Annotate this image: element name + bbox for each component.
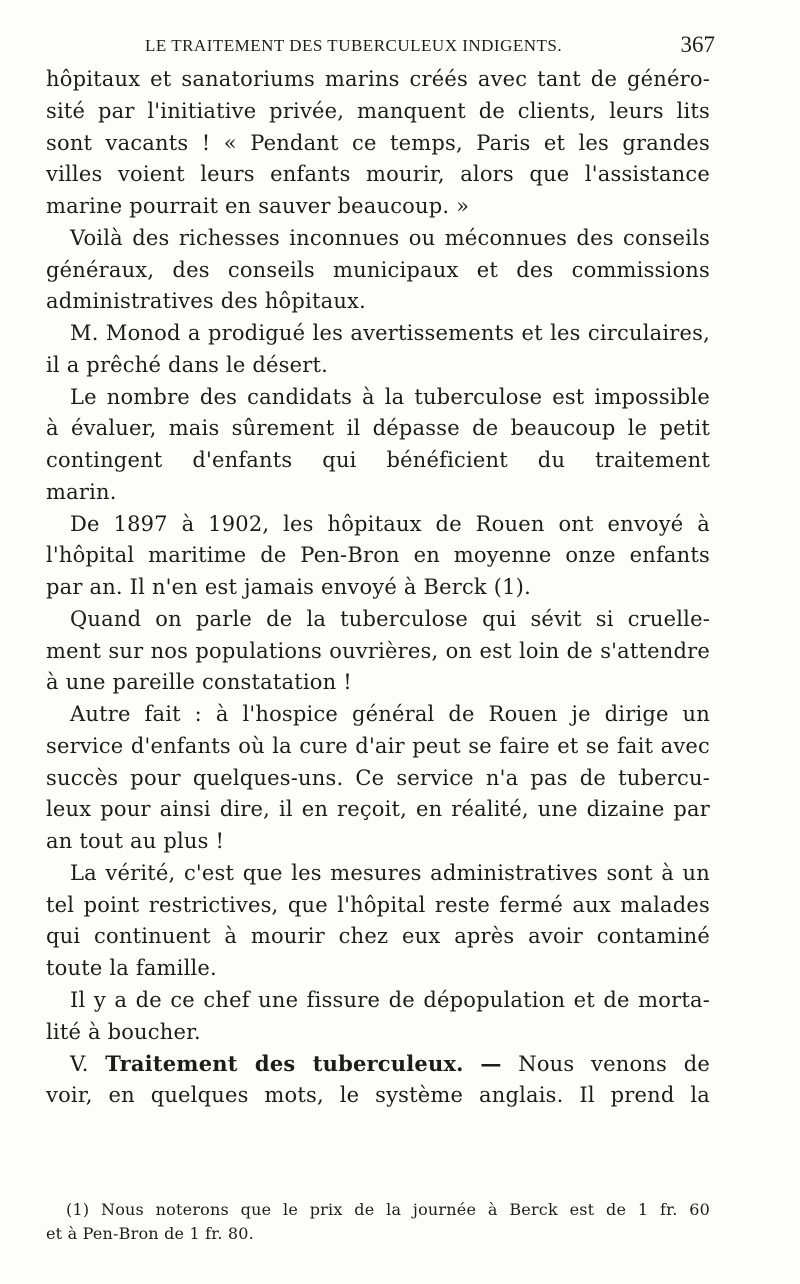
- paragraph-1: [46, 64, 710, 223]
- text-line: leux pour ainsi dire, il en reçoit, en réalité, une dizaine par: [46, 797, 710, 822]
- footnote-line: et à Pen-Bron de 1 fr. 80.: [46, 1224, 254, 1243]
- section-number: V.: [70, 1052, 89, 1077]
- section-v-heading-line: [46, 1048, 710, 1080]
- page-number: 367: [680, 32, 715, 57]
- section-v-text: Nous venons de: [518, 1052, 710, 1077]
- text-line: l'hôpital maritime de Pen-Bron en moyenne onze enfants: [46, 543, 710, 568]
- body-text: [46, 64, 710, 1112]
- text-line: sité par l'initiative privée, manquent de clients, leurs lits: [46, 98, 710, 123]
- running-head: [145, 32, 715, 60]
- text-line: De 1897 à 1902, les hôpitaux de Rouen ont envoyé à: [70, 511, 710, 536]
- text-line: marin.: [46, 479, 117, 504]
- footnote: [46, 1198, 710, 1246]
- paragraph-9: [46, 985, 710, 1049]
- text-line: toute la famille.: [46, 956, 217, 980]
- text-line: il a prêché dans le désert.: [46, 352, 328, 377]
- text-line: ment sur nos populations ouvrières, on est loin de s'attendre: [46, 638, 710, 663]
- em-dash: —: [480, 1051, 502, 1077]
- text-line: Autre fait : à l'hospice général de Rouen je dirige un: [70, 702, 710, 726]
- text-line: La vérité, c'est que les mesures administratives sont à un: [70, 860, 710, 885]
- paragraph-7: [46, 699, 710, 858]
- text-line: Quand on parle de la tuberculose qui sévit si cruelle-: [70, 606, 710, 631]
- text-line: sont vacants ! « Pendant ce temps, Paris et les grandes: [46, 130, 710, 155]
- text-line: Voilà des richesses inconnues ou méconnues des conseils: [70, 225, 710, 250]
- text-line: villes voient leurs enfants mourir, alors que l'assistance: [46, 162, 710, 187]
- text-line: Le nombre des candidats à la tuberculose est impossible: [70, 384, 710, 409]
- text-line: marine pourrait en sauver beaucoup. »: [46, 194, 470, 218]
- text-line: à une pareille constatation !: [46, 670, 352, 695]
- text-line: administratives des hôpitaux.: [46, 289, 366, 314]
- text-line: voir, en quelques mots, le système anglais. Il prend la: [46, 1083, 710, 1107]
- text-line: M. Monod a prodigué les avertissements et les circulaires,: [70, 321, 710, 345]
- text-line: par an. Il n'en est jamais envoyé à Berck (1).: [46, 575, 531, 599]
- text-line: qui continuent à mourir chez eux après avoir contaminé: [46, 924, 710, 949]
- footnote-line: (1) Nous noterons que le prix de la journée à Berck est de 1 fr. 60: [66, 1200, 710, 1219]
- text-line: lité à boucher.: [46, 1019, 201, 1044]
- text-line: succès pour quelques-uns. Ce service n'a pas de tubercu-: [46, 765, 710, 790]
- text-line: tel point restrictives, que l'hôpital reste fermé aux malades: [46, 892, 710, 917]
- paragraph-6: [46, 604, 710, 699]
- paragraph-5: [46, 509, 710, 604]
- paragraph-3: [46, 318, 710, 382]
- text-line: généraux, des conseils municipaux et des commissions: [46, 257, 710, 282]
- section-heading: Traitement des tuberculeux.: [105, 1051, 464, 1077]
- text-line: an tout au plus !: [46, 829, 225, 853]
- text-line: Il y a de ce chef une fissure de dépopulation et de morta-: [70, 987, 710, 1012]
- running-head-title: LE TRAITEMENT DES TUBERCULEUX INDIGENTS.: [145, 36, 563, 55]
- paragraph-4: [46, 382, 710, 509]
- paragraph-8: [46, 858, 710, 985]
- text-line: contingent d'enfants qui bénéficient du traitement: [46, 448, 710, 472]
- text-line: service d'enfants où la cure d'air peut se faire et se fait avec: [46, 733, 710, 758]
- text-line: hôpitaux et sanatoriums marins créés avec tant de généro-: [46, 67, 710, 91]
- paragraph-2: [46, 223, 710, 318]
- section-v-paragraph: [46, 1048, 710, 1112]
- text-line: à évaluer, mais sûrement il dépasse de beaucoup le petit: [46, 416, 710, 441]
